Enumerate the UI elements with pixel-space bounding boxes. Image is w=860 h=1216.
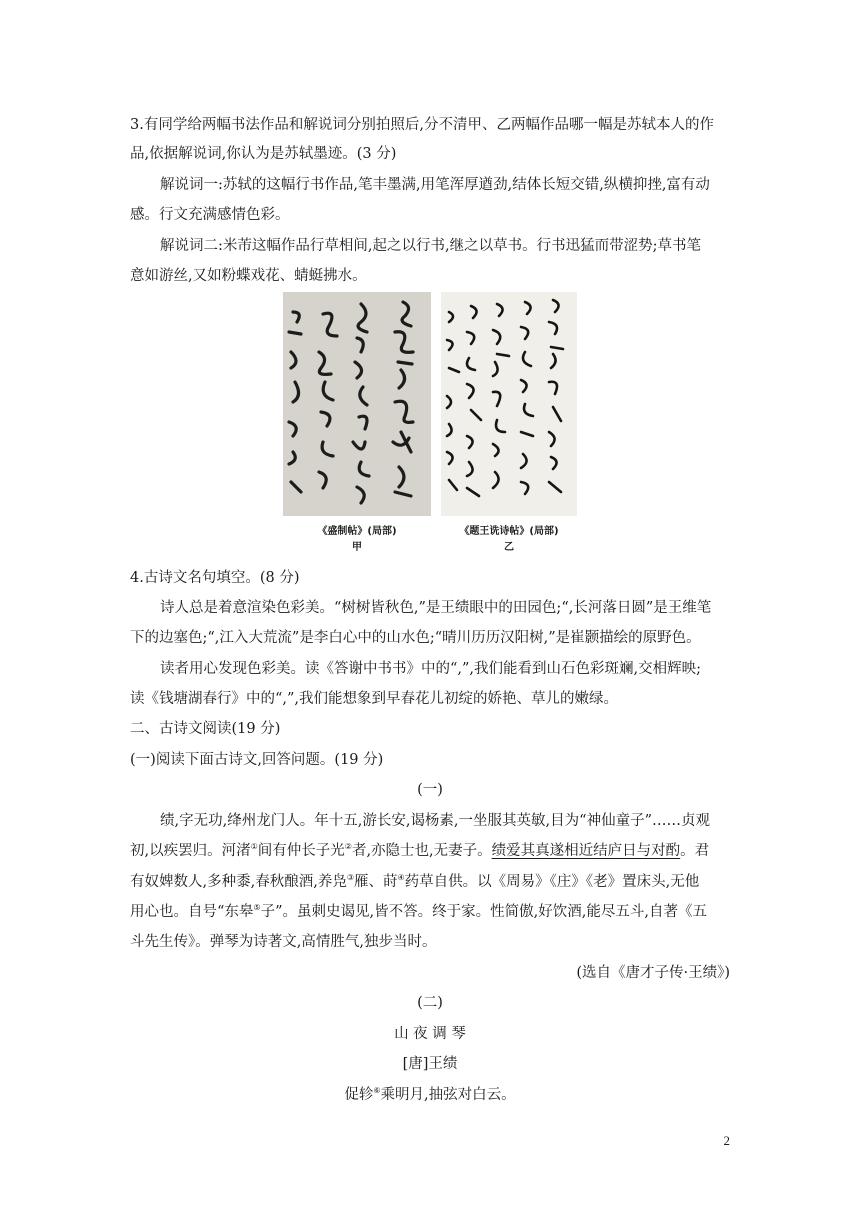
footnote-mark-1: ① [250, 842, 258, 852]
q4-para2-line1: 读者用心发现色彩美。读《答谢中书书》中的“,”,我们能看到山石色彩斑斓,交相辉映; [160, 661, 702, 677]
passage-line1: 绩,字无功,绛州龙门人。年十五,游长安,谒杨素,一坐服其英敏,目为“神仙童子”……贞观 [160, 813, 710, 829]
calligraphy-strokes-jia [283, 292, 431, 516]
section2-title: 二、古诗文阅读(19 分) [130, 721, 281, 737]
passage-line3: 有奴婢数人,多种黍,春秋酿酒,养凫③雁、莳④药草自供。以《周易》《庄》《老》置床头,无他 [130, 873, 700, 890]
image-caption-yi: 《题王诜诗帖》(局部) [459, 526, 559, 537]
footnote-mark-6: ⑥ [373, 1086, 381, 1096]
q3-line2: 品,依据解说词,你认为是苏轼墨迹。(3 分) [130, 146, 397, 162]
image-caption-jia: 《盛制帖》(局部) [317, 526, 397, 537]
explanation1-line2: 感。行文充满感情色彩。 [130, 207, 290, 223]
calligraphy-strokes-yi [441, 292, 577, 516]
passage-source: (选自《唐才子传·王绩》) [576, 965, 730, 981]
poem-title: 山 夜 调 琴 [394, 1026, 466, 1042]
q4-para1-line1: 诗人总是着意渲染色彩美。“树树皆秋色,”是王绩眼中的田园色;“,长河落日圆”是王维笔 [160, 600, 712, 616]
q4-title: 4.古诗文名句填空。(8 分) [130, 570, 300, 586]
footnote-mark-3: ③ [346, 873, 354, 883]
calligraphy-image-yi [441, 292, 577, 516]
image-label-jia: 甲 [352, 542, 362, 553]
q4-para1-line2: 下的边塞色;“,江入大荒流”是李白心中的山水色;“晴川历历汉阳树,”是崔颢描绘的原野色。 [130, 630, 701, 646]
explanation2-line2: 意如游丝,又如粉蝶戏花、蜻蜓拂水。 [130, 268, 367, 284]
passage-line5: 斗先生传》。弹琴为诗著文,高情胜气,独步当时。 [130, 934, 437, 950]
passage-line4: 用心也。自号“东皋⑤子”。虽刺史谒见,皆不答。终于家。性简傲,好饮酒,能尽五斗,自著《五 [130, 903, 707, 920]
page-number: 2 [723, 1133, 730, 1148]
q3-line1: 3.有同学给两幅书法作品和解说词分别拍照后,分不清甲、乙两幅作品哪一幅是苏轼本人的作 [130, 117, 714, 133]
image-label-yi: 乙 [504, 542, 514, 553]
q4-para2-line2: 读《钱塘湖春行》中的“,”,我们能想象到早春花儿初绽的娇艳、草儿的嫩绿。 [130, 691, 619, 707]
calligraphy-image-jia [283, 292, 431, 516]
section2-subtitle: (一)阅读下面古诗文,回答问题。(19 分) [130, 752, 384, 768]
part2-heading: (二) [417, 995, 443, 1011]
explanation1-line1: 解说词一:苏轼的这幅行书作品,笔丰墨满,用笔浑厚遒劲,结体长短交错,纵横抑挫,富有动 [160, 177, 710, 193]
footnote-mark-2: ② [344, 842, 352, 852]
poem-author: [唐]王绩 [402, 1056, 458, 1072]
footnote-mark-4: ④ [397, 873, 405, 883]
poem-line1: 促轸⑥乘明月,抽弦对白云。 [344, 1086, 516, 1103]
part1-heading: (一) [417, 782, 443, 798]
underlined-sentence: 绩爱其真遂相近结庐日与对酌 [491, 843, 681, 859]
footnote-mark-5: ⑤ [253, 903, 261, 913]
explanation2-line1: 解说词二:米芾这幅作品行草相间,起之以行书,继之以草书。行书迅猛而带涩势;草书笔 [160, 238, 701, 254]
passage-line2: 初,以疾罢归。河渚①间有仲长子光②者,亦隐士也,无妻子。绩爱其真遂相近结庐日与对酌。君 [130, 842, 710, 859]
